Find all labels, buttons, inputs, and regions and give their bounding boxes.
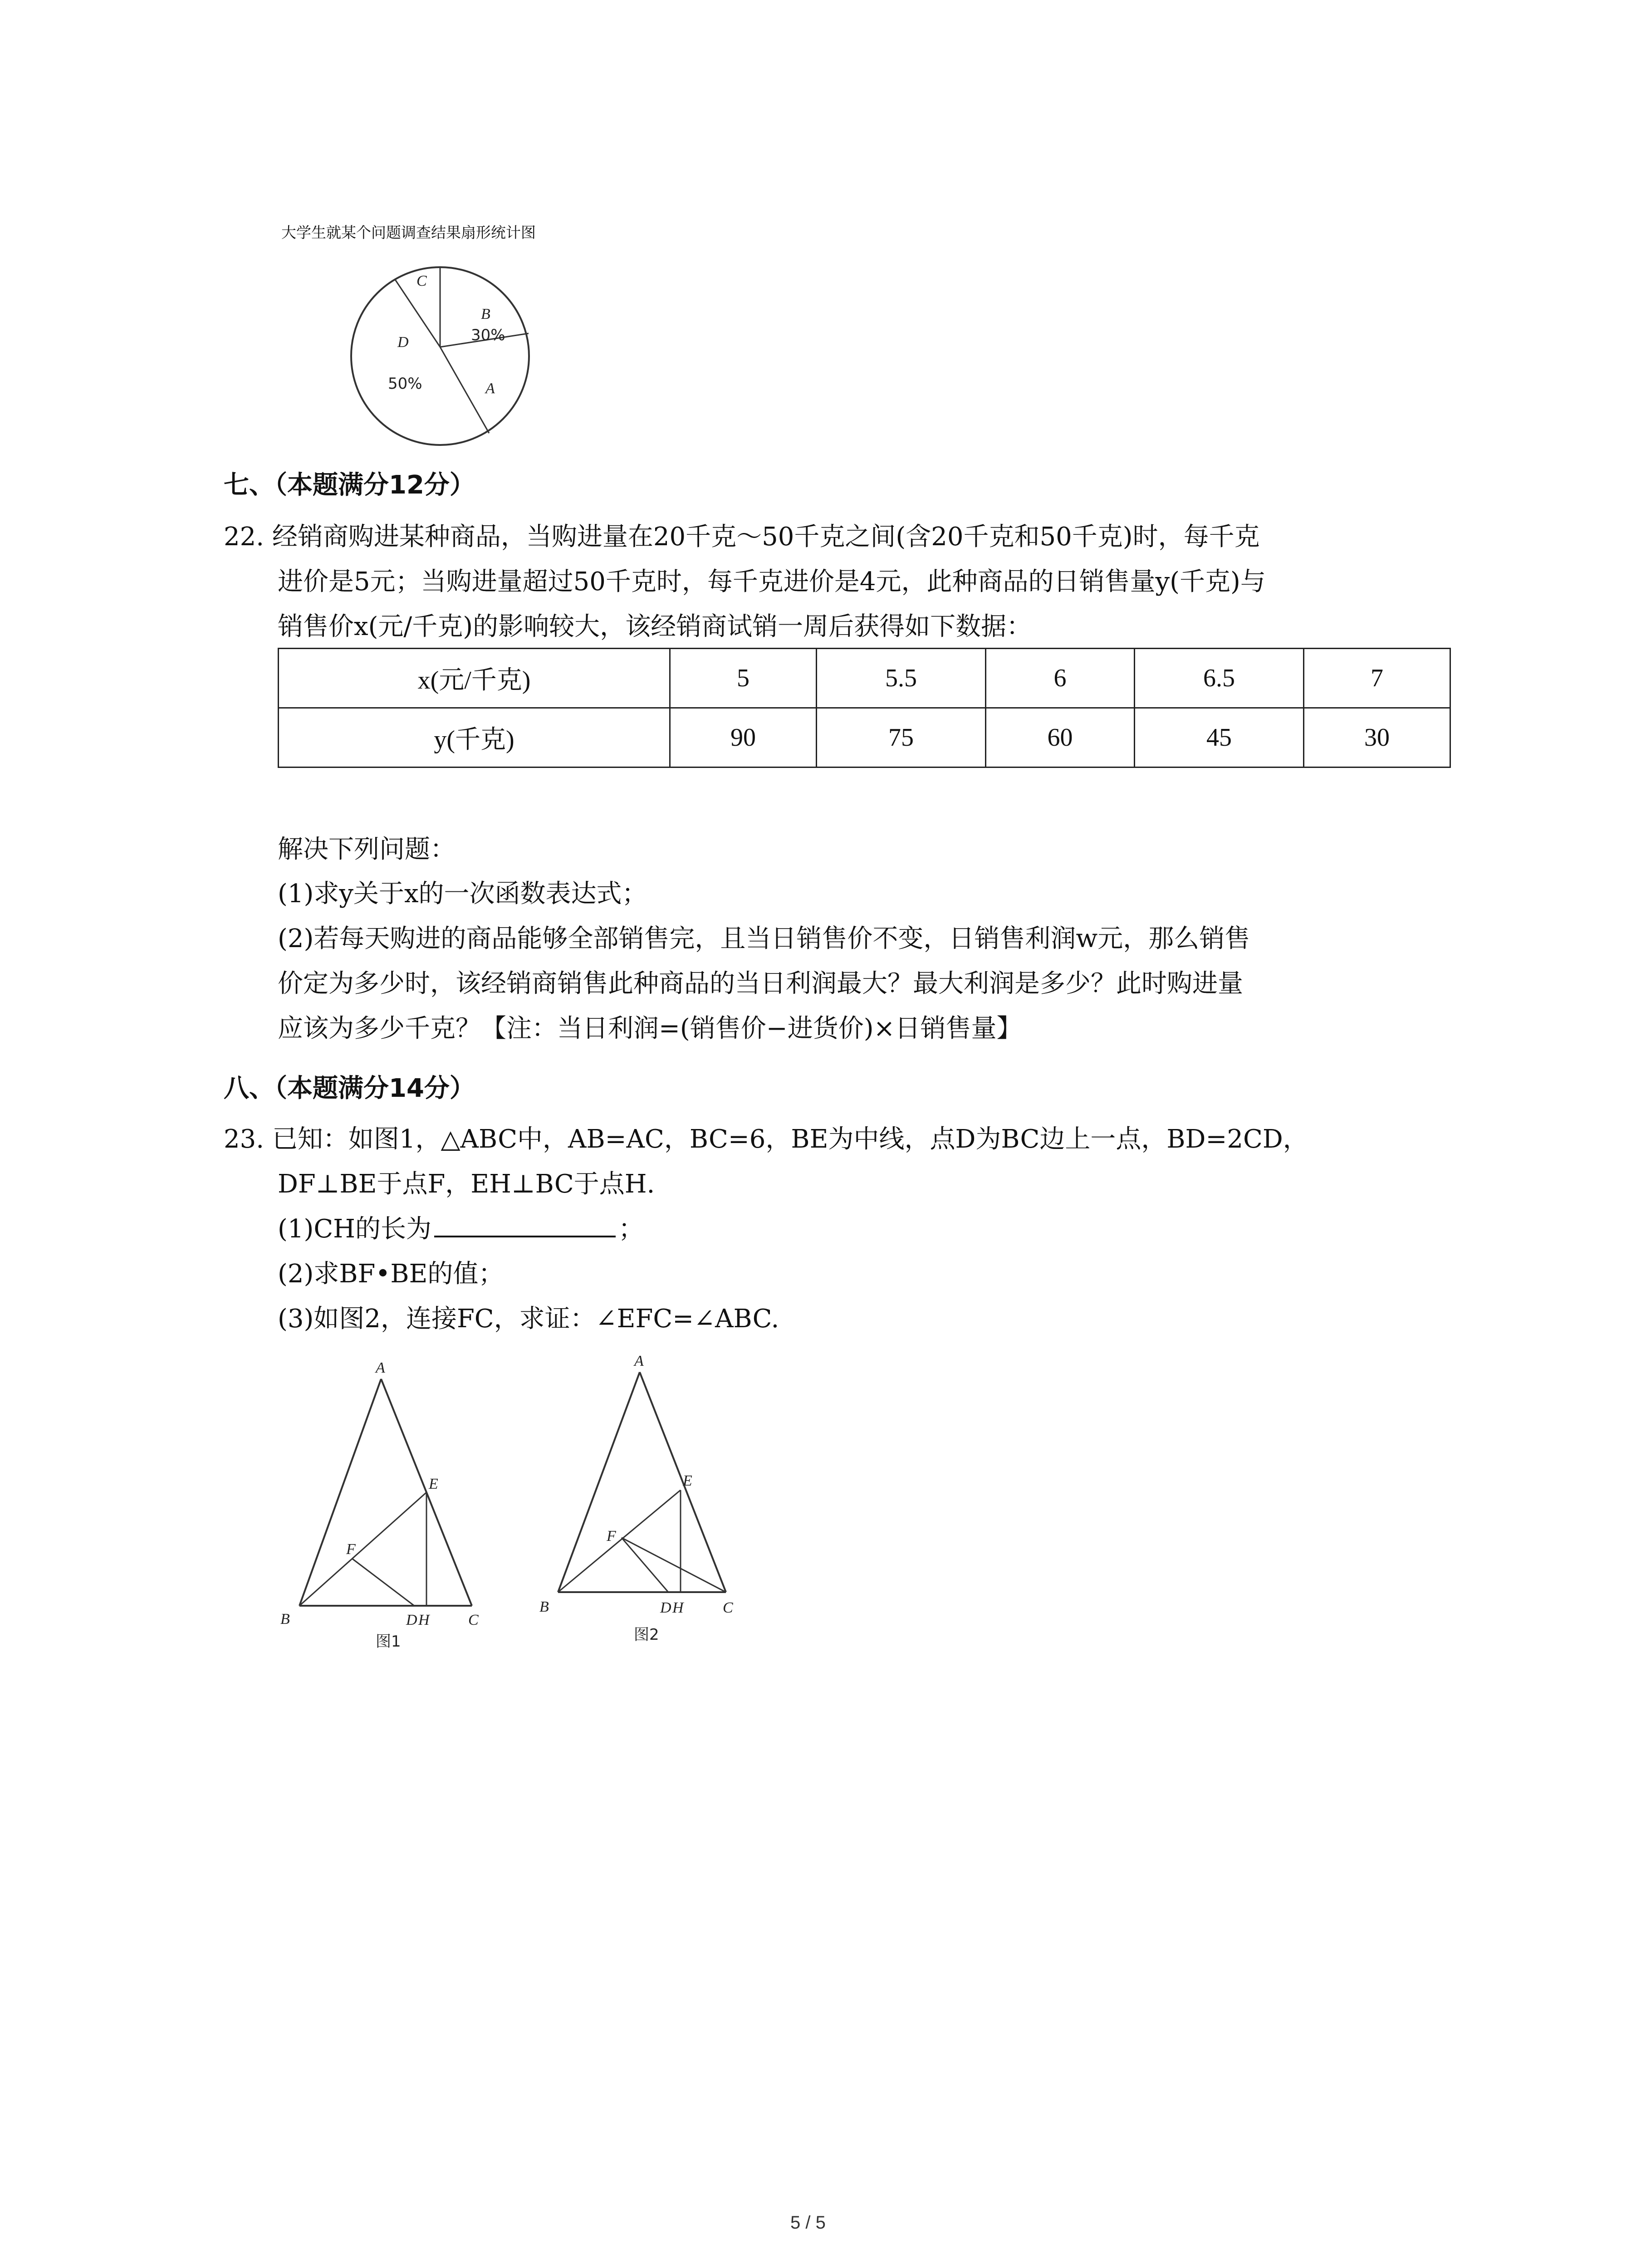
pie-label-d-pct: 50%	[388, 375, 422, 393]
pie-chart-title: 大学生就某个问题调查结果扇形统计图	[281, 224, 536, 241]
section8-heading: 八、（本题满分14分）	[224, 1074, 475, 1103]
table-row-y	[279, 708, 1450, 767]
table-cell: 6.5	[1135, 649, 1304, 708]
fig1-label-f: F	[346, 1541, 356, 1558]
table-cell: 5.5	[817, 649, 986, 708]
fig2-caption: 图2	[634, 1626, 659, 1644]
q23-part1-suffix: ；	[618, 1214, 644, 1244]
pie-divider-a-d	[440, 347, 489, 433]
pie-chart	[345, 261, 535, 451]
fig2-label-b: B	[539, 1598, 549, 1615]
fig1-label-c: C	[468, 1612, 479, 1628]
fig1-label-h: H	[418, 1612, 430, 1628]
q22-line-1: 22. 经销商购进某种商品，当购进量在20千克～50千克之间(含20千克和50千克)时，每千克	[224, 522, 1260, 552]
fig2-label-d: D	[660, 1599, 671, 1616]
fig2-label-h: H	[672, 1599, 684, 1616]
fig2-label-e: E	[683, 1472, 692, 1489]
fig1-caption: 图1	[376, 1633, 401, 1651]
q23-part1-prefix: (1)CH的长为	[278, 1214, 432, 1244]
section7-heading: 七、（本题满分12分）	[224, 470, 475, 500]
q23-line-1: 23. 已知：如图1，△ABC中，AB=AC，BC=6，BE为中线，点D为BC边上一点，BD=2CD，	[224, 1124, 1308, 1154]
fig1-label-a: A	[376, 1359, 385, 1376]
table-cell: 5	[670, 649, 817, 708]
table-cell: 30	[1304, 708, 1450, 767]
fig2-label-a: A	[634, 1353, 644, 1369]
figure-1	[272, 1356, 508, 1665]
fig1-label-e: E	[429, 1476, 438, 1492]
q22-line-3: 销售价x(元/千克)的影响较大，该经销商试销一周后获得如下数据：	[278, 612, 1032, 641]
pie-label-a: A	[485, 380, 495, 397]
q22-part1: (1)求y关于x的一次函数表达式；	[278, 879, 647, 909]
pie-label-c: C	[416, 273, 427, 289]
fig1-label-b: B	[280, 1611, 290, 1628]
q22-instructions: 解决下列问题：	[278, 835, 456, 864]
pie-label-b: B	[481, 306, 490, 323]
table-cell: 90	[670, 708, 817, 767]
q23-part2: (2)求BF•BE的值；	[278, 1259, 504, 1289]
q22-part2-line3: 应该为多少千克？【注：当日利润=(销售价−进货价)×日销售量】	[278, 1014, 1022, 1043]
table-cell: 45	[1135, 708, 1304, 767]
q22-part2-line1: (2)若每天购进的商品能够全部销售完，且当日销售价不变，日销售利润w元，那么销售	[278, 924, 1250, 953]
table-header-x: x(元/千克)	[279, 649, 670, 708]
table-cell: 7	[1304, 649, 1450, 708]
q23-part1	[278, 1207, 644, 1251]
table-cell: 6	[986, 649, 1135, 708]
q22-line-2: 进价是5元；当购进量超过50千克时，每千克进价是4元，此种商品的日销售量y(千克)与	[278, 567, 1266, 596]
answer-blank[interactable]	[434, 1212, 616, 1237]
pie-label-b-pct: 30%	[471, 326, 505, 344]
table-cell: 60	[986, 708, 1135, 767]
sales-data-table	[278, 648, 1451, 768]
page-number: 5 / 5	[790, 2213, 826, 2233]
q23-part3: (3)如图2，连接FC，求证：∠EFC=∠ABC.	[278, 1304, 779, 1334]
fig2-label-c: C	[723, 1599, 733, 1616]
figure-2	[533, 1349, 760, 1662]
pie-label-d: D	[397, 334, 409, 351]
table-cell: 75	[817, 708, 986, 767]
table-row-x	[279, 649, 1450, 708]
table-header-y: y(千克)	[279, 708, 670, 767]
q22-part2-line2: 价定为多少时，该经销商销售此种商品的当日利润最大？最大利润是多少？此时购进量	[278, 969, 1243, 998]
q23-line-2: DF⊥BE于点F，EH⊥BC于点H.	[278, 1169, 655, 1199]
fig1-label-d: D	[406, 1612, 417, 1628]
fig2-label-f: F	[607, 1528, 616, 1545]
